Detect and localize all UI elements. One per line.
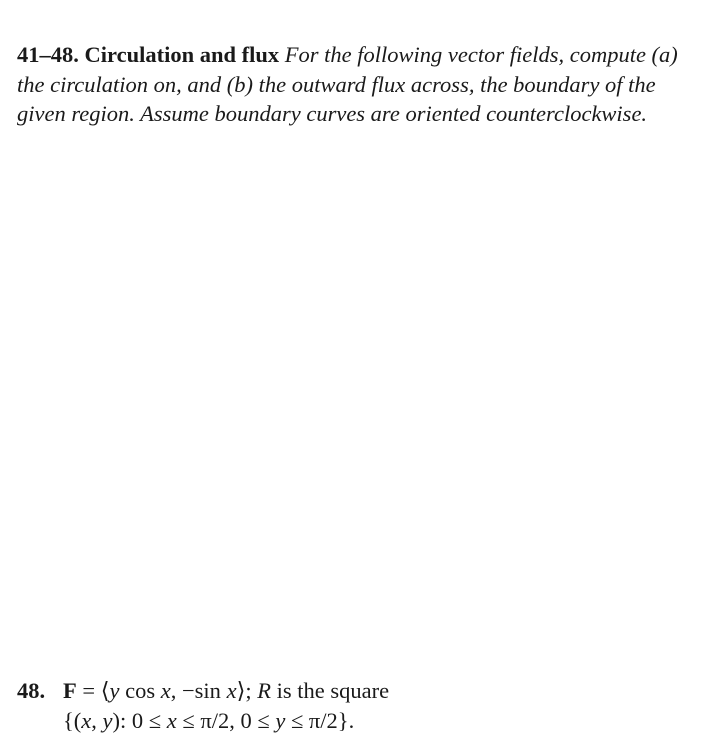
set-open: {( xyxy=(63,708,82,733)
set-comma: , xyxy=(91,708,103,733)
set-var-x-2: x xyxy=(166,708,177,733)
var-y: y xyxy=(109,678,120,703)
problem-line-1 xyxy=(17,676,707,706)
region-symbol: R xyxy=(257,678,271,703)
set-mid: ≤ π/2, 0 ≤ xyxy=(176,708,276,733)
problem-number: 48. xyxy=(17,678,46,703)
set-var-x: x xyxy=(81,708,92,733)
set-var-y-2: y xyxy=(275,708,286,733)
var-x: x xyxy=(160,678,171,703)
angle-close: ⟩; xyxy=(236,678,258,703)
vector-field-symbol: F xyxy=(63,678,77,703)
section-heading: 41–48. Circulation and flux xyxy=(17,42,280,67)
set-end: ≤ π/2}. xyxy=(285,708,355,733)
cos-func: cos xyxy=(119,678,161,703)
angle-open: ⟨ xyxy=(100,678,110,703)
set-colon: ): 0 ≤ xyxy=(112,708,167,733)
problem-line-2 xyxy=(17,706,707,736)
section-header xyxy=(17,40,707,129)
section-instructions: For the following vector fields, compute (a) the circulation on, and (b) the outward flux across, the boundary of the given region. Assume boundary curves are oriented counterclockwise. xyxy=(17,42,678,126)
set-var-y: y xyxy=(102,708,113,733)
problem-48 xyxy=(17,676,707,736)
equals-sign: = xyxy=(76,678,101,703)
var-x-2: x xyxy=(226,678,237,703)
region-text: is the square xyxy=(270,678,390,703)
sin-func: , −sin xyxy=(170,678,227,703)
